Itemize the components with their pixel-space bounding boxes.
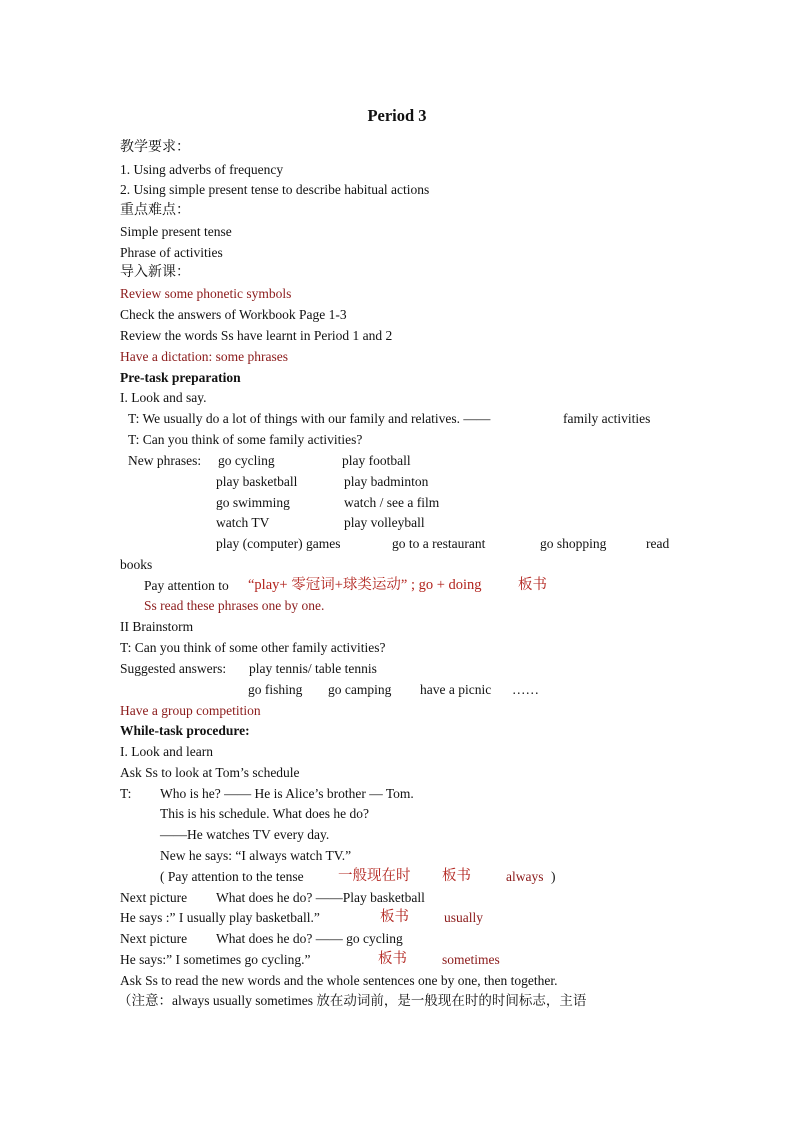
phrase-play-basketball: play basketball [216, 474, 298, 489]
word-usually: usually [444, 910, 483, 925]
phrase-play-games: play (computer) games [216, 536, 341, 551]
phrase-play-volleyball: play volleyball [344, 515, 425, 530]
phrase-go-shopping: go shopping [540, 536, 607, 551]
read-phrases-note: Ss read these phrases one by one. [144, 598, 325, 613]
pay-attention-tense: ( Pay attention to the tense [160, 869, 304, 884]
close-paren: ) [551, 869, 556, 884]
question-basketball: What does he do? ——Play basketball [216, 890, 425, 905]
tense-label: 一般现在时 [338, 868, 411, 884]
note-line: （注意：always usually sometimes 放在动词前，是一般现在时的时间标志，主语 [118, 993, 587, 1008]
teacher-line-1a: T: We usually do a lot of things with our family and relatives. —— [128, 411, 491, 426]
board-note-1: 板书 [518, 577, 547, 593]
board-note-2: 板书 [442, 868, 471, 884]
new-phrases-label: New phrases: [128, 453, 202, 468]
word-always: always [506, 869, 544, 884]
heading-requirements: 教学要求： [120, 140, 190, 155]
phrase-play-football: play football [342, 453, 411, 468]
intro-step-2: Check the answers of Workbook Page 1-3 [120, 307, 347, 322]
heading-keypoints: 重点难点： [120, 203, 190, 218]
page-title: Period 3 [367, 106, 427, 125]
suggested-answer-ellipsis: …… [512, 682, 539, 697]
read-words-line: Ask Ss to read the new words and the whole sentences one by one, then together. [120, 973, 558, 988]
board-note-3: 板书 [380, 909, 409, 925]
while-task-heading: While-task procedure: [120, 723, 250, 738]
dialogue-who: Who is he? —— He is Alice’s brother — Tom. [160, 786, 414, 801]
dialogue-watches: ——He watches TV every day. [160, 827, 330, 842]
next-picture-1: Next picture [120, 890, 188, 905]
dialogue-schedule: This is his schedule. What does he do? [160, 806, 369, 821]
heading-intro: 导入新课： [120, 265, 190, 280]
phrase-go-restaurant: go to a restaurant [392, 536, 486, 551]
phrase-go-swimming: go swimming [216, 495, 290, 510]
suggested-answer-picnic: have a picnic [420, 682, 492, 697]
phrase-go-cycling: go cycling [218, 453, 275, 468]
phrase-watch-film: watch / see a film [344, 495, 440, 510]
phrase-books: books [120, 557, 153, 572]
keypoint-1: Simple present tense [120, 224, 232, 239]
look-say-heading: I. Look and say. [120, 390, 207, 405]
suggested-answer-camping: go camping [328, 682, 392, 697]
ask-schedule-line: Ask Ss to look at Tom’s schedule [120, 765, 300, 780]
pretask-heading: Pre-task preparation [120, 370, 241, 385]
requirement-2: 2. Using simple present tense to describe habitual actions [120, 182, 430, 197]
board-note-4: 板书 [378, 951, 407, 967]
intro-step-3: Review the words Ss have learnt in Period 1 and 2 [120, 328, 393, 343]
teacher-line-1b: family activities [563, 411, 651, 426]
says-usually: He says :” I usually play basketball.” [120, 910, 320, 925]
suggested-answer-fishing: go fishing [248, 682, 303, 697]
next-picture-2: Next picture [120, 931, 188, 946]
suggested-answers-label: Suggested answers: [120, 661, 227, 676]
dialogue-now-says: New he says: “I always watch TV.” [160, 848, 352, 863]
pay-attention-label: Pay attention to [144, 578, 229, 593]
brainstorm-heading: II Brainstorm [120, 619, 194, 634]
question-cycling: What does he do? —— go cycling [216, 931, 403, 946]
says-sometimes: He says:” I sometimes go cycling.” [120, 952, 311, 967]
group-competition: Have a group competition [120, 703, 261, 718]
keypoint-2: Phrase of activities [120, 245, 223, 260]
intro-step-4: Have a dictation: some phrases [120, 349, 288, 364]
teacher-label: T: [120, 786, 132, 801]
pay-attention-formula: “play+ 零冠词+球类运动” ; go + doing [248, 577, 482, 593]
look-learn-heading: I. Look and learn [120, 744, 213, 759]
intro-step-1: Review some phonetic symbols [120, 286, 292, 301]
word-sometimes: sometimes [442, 952, 500, 967]
suggested-answer-tennis: play tennis/ table tennis [249, 661, 377, 676]
requirement-1: 1. Using adverbs of frequency [120, 162, 284, 177]
phrase-read: read [646, 536, 670, 551]
phrase-watch-tv: watch TV [216, 515, 270, 530]
phrase-play-badminton: play badminton [344, 474, 429, 489]
teacher-line-2: T: Can you think of some family activities? [128, 432, 363, 447]
brainstorm-question: T: Can you think of some other family activities? [120, 640, 386, 655]
